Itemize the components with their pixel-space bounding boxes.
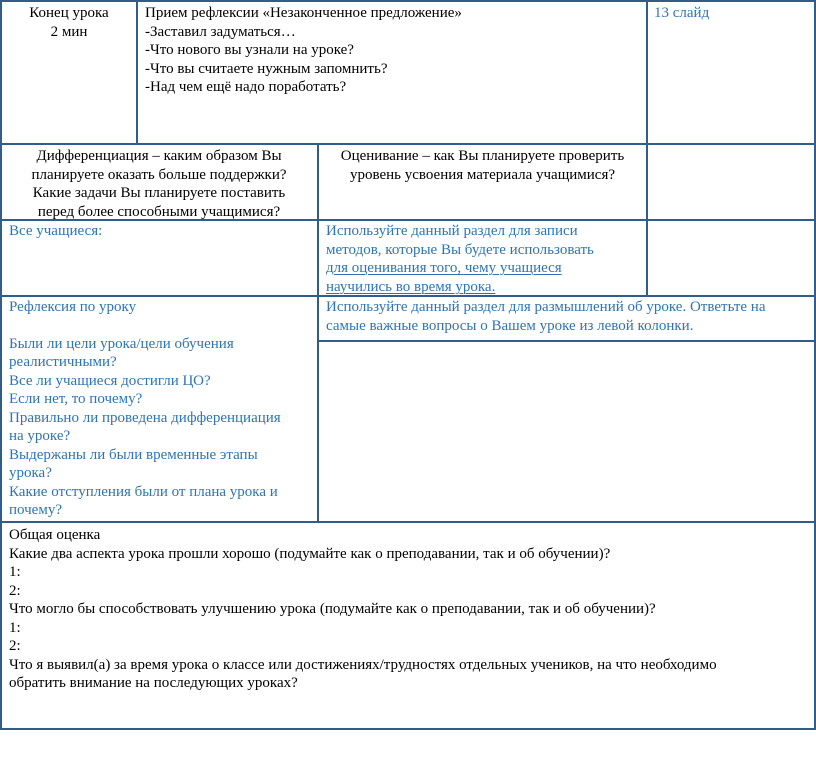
overall-question-3: Что я выявил(а) за время урока о классе или достижениях/трудностях отдельных учеников, на что необходимо	[9, 656, 717, 673]
reflection-question: Выдержаны ли были временные этапы	[9, 446, 258, 463]
differentiation-line: Какие задачи Вы планируете поставить	[32, 185, 286, 201]
table-border-bottom	[0, 728, 816, 730]
table-border-right-inner	[317, 340, 816, 342]
technique-line: -Что нового вы узнали на уроке?	[145, 42, 354, 58]
assessment-hint-line: Используйте данный раздел для записи	[326, 223, 578, 239]
reflection-question: на уроке?	[9, 428, 71, 444]
resource-slide: 13 слайд	[654, 5, 710, 21]
assessment-hint-line: методов, которые Вы будете использовать	[326, 241, 594, 258]
reflection-question: Какие отступления были от плана урока и	[9, 483, 278, 500]
overall-question-2: Что могло бы способствовать улучшению урока (подумайте как о преподавании, так и об обучении)?	[9, 601, 656, 617]
reflection-question: Все ли учащиеся достигли ЦО?	[9, 372, 211, 389]
technique-line: -Над чем ещё надо поработать?	[145, 79, 347, 95]
reflection-question: Правильно ли проведена дифференциация	[9, 409, 281, 426]
differentiation-header	[4, 147, 314, 221]
table-border-top	[0, 0, 816, 2]
table-col-divider-3	[317, 143, 319, 523]
table-col-divider-2	[646, 0, 648, 297]
assessment-line: Оценивание – как Вы планируете проверить	[340, 148, 625, 164]
resource-cell	[654, 4, 812, 23]
overall-answer-1-1: 1:	[9, 564, 21, 580]
assessment-hint-cell	[326, 222, 644, 296]
all-students-cell	[9, 222, 314, 241]
reflection-question: Были ли цели урока/цели обучения	[9, 335, 234, 352]
assessment-header	[320, 147, 645, 184]
technique-line: -Что вы считаете нужным запомнить?	[145, 60, 388, 77]
reflection-question: реалистичными?	[9, 354, 117, 370]
overall-assessment-cell	[9, 526, 809, 693]
overall-answer-2-1: 1:	[9, 619, 21, 636]
all-students-label: Все учащиеся:	[9, 223, 103, 239]
technique-title: Прием рефлексии «Незаконченное предложение»	[145, 5, 462, 21]
stage-cell	[4, 4, 134, 41]
technique-cell	[145, 4, 645, 97]
overall-answer-2-2: 2:	[9, 638, 21, 654]
overall-answer-1-2: 2:	[9, 582, 21, 599]
stage-title: Конец урока	[29, 5, 109, 21]
reflection-question: Если нет, то почему?	[9, 391, 143, 407]
overall-question-1: Какие два аспекта урока прошли хорошо (подумайте как о преподавании, так и об обучении)?	[9, 545, 611, 562]
assessment-line: уровень усвоения материала учащимися?	[349, 166, 616, 183]
table-border-row1	[0, 143, 816, 145]
stage-time: 2 мин	[50, 23, 88, 40]
reflection-question: почему?	[9, 502, 62, 518]
reflection-hint-line: самые важные вопросы о Вашем уроке из левой колонки.	[326, 317, 694, 334]
reflection-spacer	[9, 317, 314, 335]
assessment-hint-line: для оценивания того, чему учащиеся	[326, 260, 562, 276]
table-border-left	[0, 0, 2, 730]
table-border-row4	[0, 521, 816, 523]
reflection-question: урока?	[9, 465, 52, 481]
reflection-hint-line: Используйте данный раздел для размышлений об уроке. Ответьте на	[326, 299, 766, 315]
overall-title: Общая оценка	[9, 527, 101, 543]
reflection-title: Рефлексия по уроку	[9, 299, 137, 315]
overall-question-3-cont: обратить внимание на последующих уроках?	[9, 675, 298, 691]
technique-line: -Заставил задуматься…	[145, 23, 296, 40]
differentiation-line: планируете оказать больше поддержки?	[31, 166, 287, 183]
table-col-divider-1	[136, 0, 138, 145]
differentiation-line: перед более способными учащимися?	[37, 203, 281, 220]
assessment-hint-line: научились во время урока.	[326, 278, 496, 295]
reflection-hint-cell	[326, 298, 810, 335]
differentiation-line: Дифференциация – каким образом Вы	[36, 148, 282, 164]
reflection-cell	[9, 298, 314, 520]
